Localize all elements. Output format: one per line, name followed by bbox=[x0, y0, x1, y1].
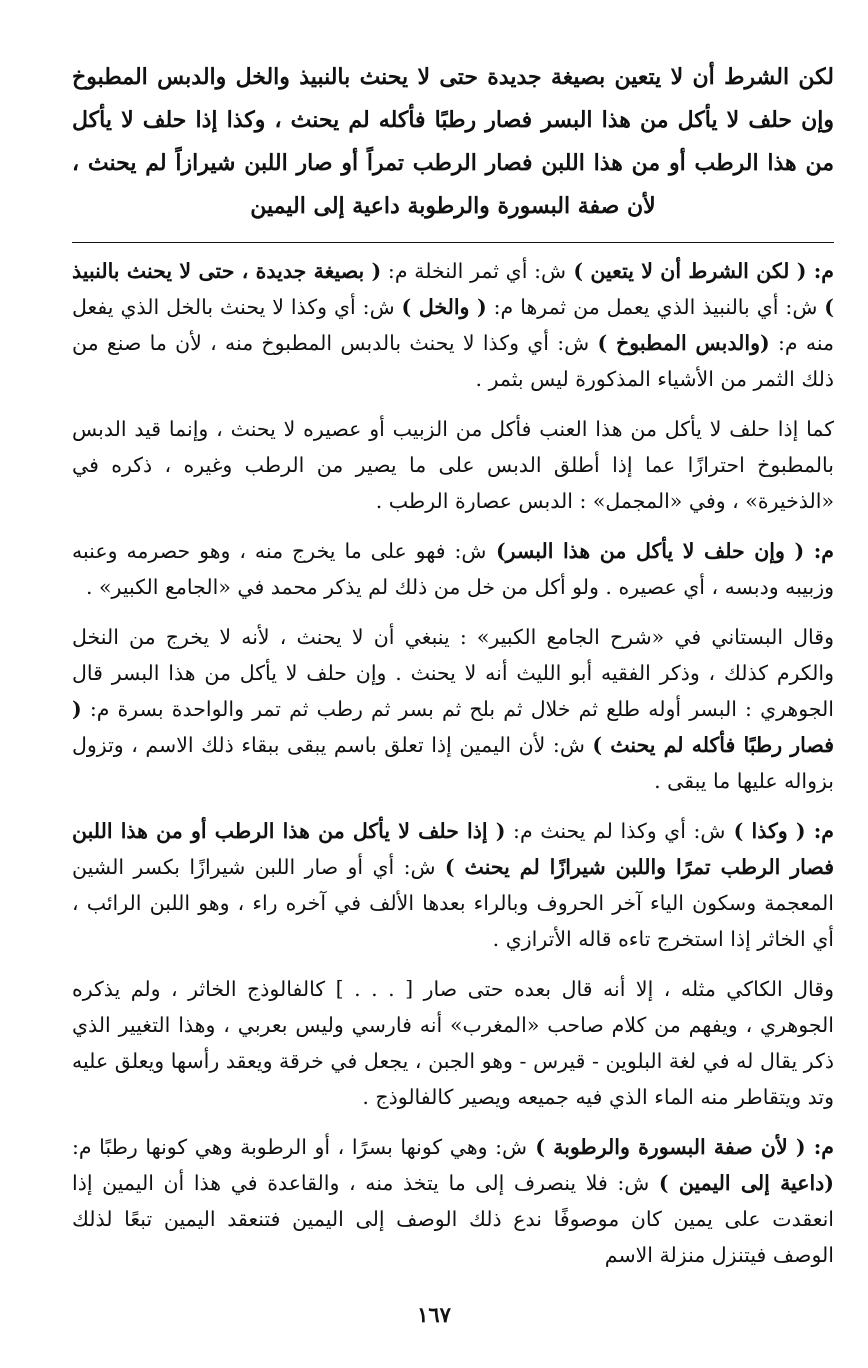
commentary-segment: ش: وهي كونها بسرًا ، أو الرطوبة وهي كونها رطبًا م: bbox=[72, 1135, 528, 1159]
quoted-matn-segment: ( إذا حلف لا يأكل من هذا الرطب أو من هذا اللبن فصار الرطب تمرًا واللبن شيرازًا لم يحنث ) bbox=[72, 819, 834, 879]
commentary-segment: ش: أي وكذا لم يحنث م: bbox=[505, 819, 726, 843]
commentary-paragraph bbox=[72, 813, 834, 957]
text-divider bbox=[72, 242, 834, 243]
commentary-segment: ش: أي وكذا لا يحنث بالدبس المطبوخ منه ، لأن ما صنع من ذلك الثمر من الأشياء المذكورة ليس بثمر . bbox=[72, 331, 834, 391]
commentary-segment: ش: فهو على ما يخرج منه ، وهو حصرمه وعنبه وزبيبه ودبسه ، أي عصيره . ولو أكل من خل من ذلك لم يذكر محمد في «الجامع الكبير» . bbox=[72, 539, 834, 599]
commentary-segment: وقال الكاكي مثله ، إلا أنه قال بعده حتى صار [ . . . ] كالفالوذج الخاثر ، ولم يذكره الجوهري ، ويفهم من كلام صاحب «المغرب» أنه فارسي وليس بعربي ، وهذا التغيير الذي ذكر يقال له في لغة البلوين - قيرس - وهو الجبن ، يجعل في خرقة ويعقد رأسها ويعلق عليه وتد ويتقاطر منه الماء الذي فيه جميعه ويصير كالفالوذج . bbox=[72, 977, 834, 1109]
page-number: ١٦٧ bbox=[417, 1302, 451, 1327]
commentary-paragraph bbox=[72, 1129, 834, 1273]
document-page bbox=[72, 56, 834, 1287]
commentary-segment: وقال البستاني في «شرح الجامع الكبير» : ينبغي أن لا يحنث ، لأنه لا يخرج من النخل والكرم كذلك ، وذكر الفقيه أبو الليث أنه لا يحنث . وإن حلف لا يأكل من هذا البسر قال الجوهري : البسر أوله طلع ثم خلال ثم بلح ثم بسر ثم رطب ثم تمر والواحدة بسرة م: bbox=[72, 625, 834, 721]
quoted-matn-segment: م: ( لكن الشرط أن لا يتعين ) bbox=[566, 259, 834, 283]
commentary-body bbox=[72, 253, 834, 1273]
commentary-segment: ش: أي ثمر النخلة م: bbox=[381, 259, 567, 283]
commentary-segment: ش: أي أو صار اللبن شيرازًا بكسر الشين المعجمة وسكون الياء آخر الحروف وبالراء بعدها الألف في آخره راء ، وهو اللبن الرائب ، أي الخاثر إذا استخرج تاءه قاله الأترازي . bbox=[72, 855, 834, 951]
quoted-matn-segment: م: ( وكذا ) bbox=[725, 819, 834, 843]
commentary-paragraph bbox=[72, 533, 834, 605]
commentary-paragraph bbox=[72, 253, 834, 397]
main-text: لكن الشرط أن لا يتعين بصيغة جديدة حتى لا يحنث بالنبيذ والخل والدبس المطبوخ وإن حلف لا يأكل من هذا البسر فصار رطبًا فأكله لم يحنث ، وكذا إذا حلف لا يأكل من هذا الرطب أو من هذا اللبن فصار الرطب تمراً أو صار اللبن شيرازاً لم يحنث ، لأن صفة البسورة والرطوبة داعية إلى اليمين bbox=[72, 64, 834, 219]
quoted-matn-segment: م: ( لأن صفة البسورة والرطوبة ) bbox=[527, 1135, 834, 1159]
quoted-matn-segment: ( فصار رطبًا فأكله لم يحنث ) bbox=[72, 697, 834, 757]
commentary-paragraph bbox=[72, 411, 834, 519]
commentary-segment: كما إذا حلف لا يأكل من هذا العنب فأكل من الزبيب أو عصيره لا يحنث ، وإنما قيد الدبس بالمطبوخ احترازًا عما إذا أطلق الدبس على ما يصير من الرطب وغيره ، ذكره في «الذخيرة» ، وفي «المجمل» : الدبس عصارة الرطب . bbox=[72, 417, 834, 513]
commentary-segment: ش: لأن اليمين إذا تعلق باسم يبقى ببقاء ذلك الاسم ، وتزول بزواله عليها ما يبقى . bbox=[72, 733, 834, 793]
commentary-paragraph bbox=[72, 619, 834, 799]
quoted-matn-segment: ( والخل ) bbox=[401, 295, 487, 319]
quoted-matn-segment: (والدبس المطبوخ ) bbox=[597, 331, 770, 355]
quoted-matn-segment: (داعية إلى اليمين ) bbox=[658, 1171, 834, 1195]
commentary-segment: ش: فلا ينصرف إلى ما يتخذ منه ، والقاعدة في هذا أن اليمين إذا انعقدت على يمين كان موصوفًا ندع ذلك الوصف إلى اليمين فتنعقد اليمين تبعًا لذلك الوصف فيتنزل منزلة الاسم bbox=[72, 1171, 834, 1267]
commentary-segment: ش: أي وكذا لا يحنث بالخل الذي يفعل منه م: bbox=[72, 295, 834, 355]
quoted-matn-segment: م: ( وإن حلف لا يأكل من هذا البسر) bbox=[486, 539, 834, 563]
quoted-matn-segment: ( بصيغة جديدة ، حتى لا يحنث بالنبيذ ) bbox=[72, 259, 834, 319]
commentary-paragraph bbox=[72, 971, 834, 1115]
commentary-segment: ش: أي بالنبيذ الذي يعمل من ثمرها م: bbox=[486, 295, 825, 319]
